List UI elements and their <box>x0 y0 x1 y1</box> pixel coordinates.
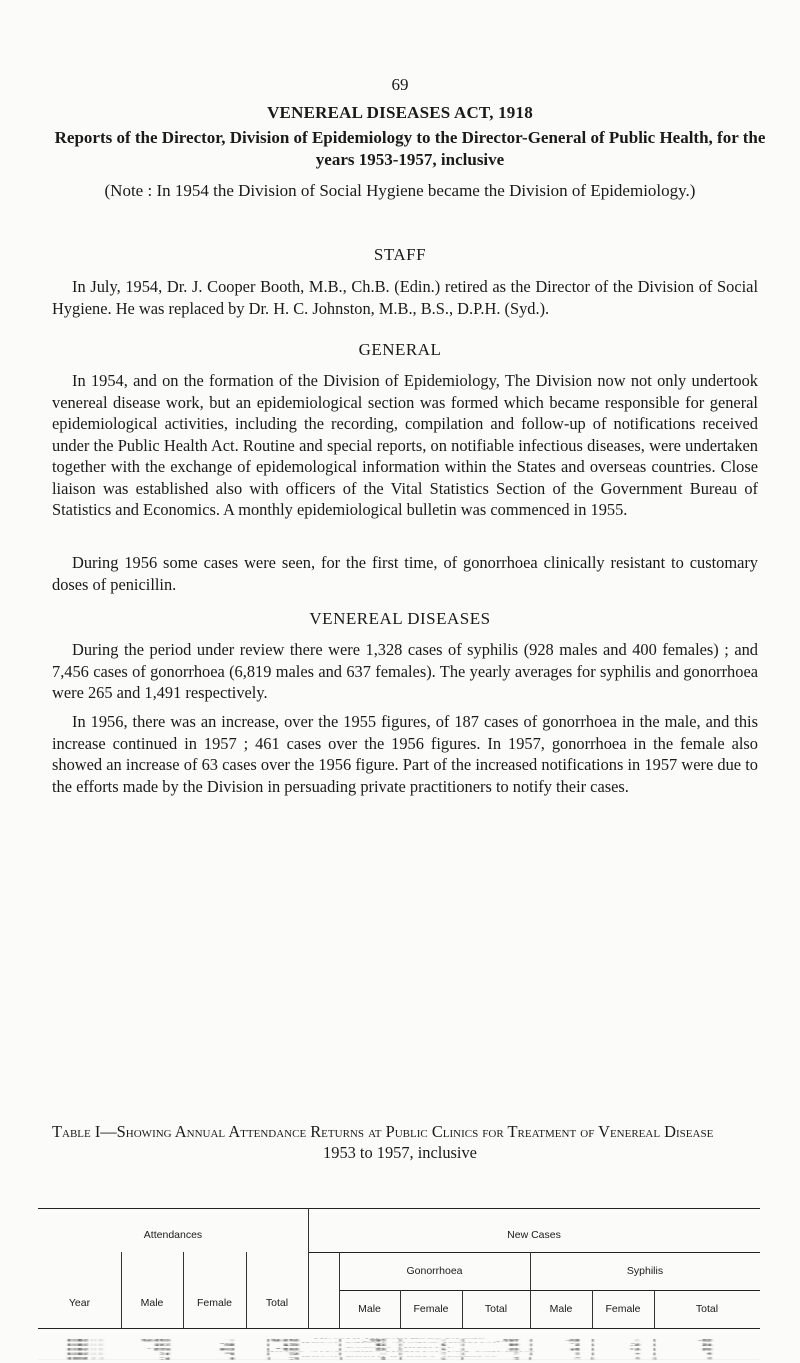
att-female-cell: 140 <box>219 1350 235 1351</box>
general-paragraph-2: During 1956 some cases were seen, for the first time, of gonorrhoea clinically resistant to customary doses of penicillin. <box>52 553 758 594</box>
gon-female-cell: 4 <box>440 1350 446 1351</box>
gonorrhoea-header: Gonorrhoea <box>406 1265 463 1277</box>
syp-total-cell: 39 <box>701 1348 712 1349</box>
syp-male-cell: 25 <box>569 1349 580 1350</box>
gon-male-cell: .. <box>380 1358 386 1359</box>
att-male-cell: 35,519 <box>140 1340 170 1341</box>
gon-total-cell: .. <box>513 1354 519 1356</box>
gon-male-cell: 561 <box>370 1338 386 1340</box>
year-cell: 1956 .. .. <box>67 1354 104 1355</box>
section-header: Royal South Sydney Hospital <box>301 1356 499 1357</box>
venereal-paragraph-2: In 1956, there was an increase, over the 1955 figures, of 187 cases of gonorrhoea in the male, and this increase continued in 1957 ; 461 cases over the 1956 figures. In 1957, gonorrhoea in the female also showed an increase of 63 cases over the 1956 figure. Part of the increased notifications in 1957 were due to the efforts made by the Division in persuading private practitioners to notify their cases. <box>52 712 758 796</box>
syp-total-cell: 77 <box>701 1339 712 1341</box>
att-total-cell: 703 <box>283 1350 299 1351</box>
header-bottom-rule <box>38 1328 760 1329</box>
staff-paragraph: In July, 1954, Dr. J. Cooper Booth, M.B., Ch.B. (Edin.) retired as the Director of the Division of Social Hygiene. He was replaced by Dr. H. C. Johnston, M.B., B.S., D.P.H. (Syd.). <box>52 277 758 318</box>
gon-female-cell: 2 <box>440 1345 446 1346</box>
gon-female-cell: 1 <box>440 1343 446 1345</box>
year-cell: 1955 .. .. <box>67 1353 104 1355</box>
syp-total-cell: 113 <box>696 1340 712 1341</box>
syp-total-cell: 3 <box>706 1357 712 1358</box>
att-male-cell: 703 <box>154 1343 170 1345</box>
syp-female-cell: 4 <box>634 1353 640 1354</box>
syp-female-cell: 10 <box>629 1349 640 1350</box>
gon-female-cell: .. <box>440 1357 446 1358</box>
gonorrhoea-female-header: Female <box>413 1303 449 1315</box>
section-header: Health Department Clinic <box>313 1338 487 1339</box>
syp-male-cell: .. <box>574 1358 580 1359</box>
gon-male-cell: .. <box>380 1353 386 1355</box>
syp-female-cell: 14 <box>629 1348 640 1349</box>
gon-male-cell: 25 <box>375 1345 386 1347</box>
gon-male-cell: 26 <box>375 1343 386 1345</box>
syp-male-cell: 85 <box>569 1341 580 1342</box>
gon-total-cell: .. <box>513 1358 519 1359</box>
new-cases-header: New Cases <box>507 1229 561 1241</box>
att-male-cell: 562 <box>154 1349 170 1351</box>
att-total-cell: 42,775 <box>269 1340 299 1342</box>
att-total-cell: 449 <box>283 1344 299 1346</box>
att-male-cell: 563 <box>154 1350 170 1351</box>
section-header: Royal Prince Alfred Hospital <box>300 1342 500 1344</box>
year-cell: 1955 .. .. <box>67 1340 104 1341</box>
document-subtitle: Reports of the Director, Division of Epidemiology to the Director-General of Public Health, for the years 1953-1957, inclusive <box>54 128 766 169</box>
att-total-cell: 2 <box>293 1358 299 1359</box>
att-total-cell: 25 <box>288 1354 299 1356</box>
syp-female-cell: 6 <box>634 1350 640 1351</box>
syp-male-cell: 4 <box>574 1344 580 1346</box>
syp-male-cell: 2 <box>574 1357 580 1358</box>
gon-total-cell: 724 <box>503 1340 519 1341</box>
att-female-cell: 164 <box>219 1349 235 1351</box>
syp-female-cell: .. <box>634 1358 640 1359</box>
gon-total-cell: 1,124 <box>495 1341 519 1342</box>
venereal-paragraph-1: During the period under review there were 1,328 cases of syphilis (928 males and 400 females) ; and 7,456 cases of gonorrhoea (6,819 males and 637 females). The yearly averages for syphilis and gonorrhoea were 265 and 1,491 respectively. <box>52 640 758 702</box>
gon-female-cell: .. <box>440 1353 446 1355</box>
disease-rule <box>339 1290 760 1291</box>
syp-male-cell: 1 <box>574 1354 580 1356</box>
syp-male-cell: 1 <box>574 1352 580 1354</box>
year-cell: 1956 .. .. <box>67 1345 104 1346</box>
syp-male-cell: 58 <box>569 1338 580 1340</box>
gon-female-cell: .. <box>440 1348 446 1349</box>
syp-total-cell: .. <box>706 1358 712 1359</box>
syp-female-cell: 2 <box>634 1349 640 1351</box>
att-total-cell: 35,519 <box>269 1340 299 1341</box>
syp-female-cell: 5 <box>634 1344 640 1345</box>
table-top-rule <box>38 1208 760 1209</box>
gon-male-cell: .. <box>380 1354 386 1355</box>
att-female-cell: 35 <box>224 1345 235 1347</box>
att-total-cell: 33,159 <box>269 1339 299 1341</box>
syp-female-cell: .. <box>634 1352 640 1354</box>
attendances-header: Attendances <box>143 1229 203 1241</box>
syp-female-cell: .. <box>634 1341 640 1342</box>
att-female-cell: 89 <box>224 1344 235 1345</box>
att-male-cell: 1,288 <box>146 1348 170 1349</box>
syp-total-cell: 1 <box>706 1352 712 1354</box>
female-header: Female <box>196 1297 232 1309</box>
syp-total-cell: 58 <box>701 1338 712 1340</box>
year-cell: 1955 .. .. <box>67 1349 104 1350</box>
att-female-cell: 1 <box>229 1358 235 1359</box>
gon-female-cell: .. <box>440 1340 446 1342</box>
section-header: Royal Alexandra Hospital For Children <box>265 1351 535 1353</box>
att-male-cell: 216 <box>154 1345 170 1347</box>
syp-male-cell: .. <box>574 1353 580 1355</box>
syp-total-cell: 23 <box>701 1345 712 1346</box>
att-male-cell: 14 <box>159 1352 170 1354</box>
syp-female-cell: .. <box>634 1340 640 1341</box>
att-female-cell: 5 <box>229 1354 235 1355</box>
syphilis-male-header: Male <box>549 1303 573 1315</box>
year-cell: 1957 .. .. <box>67 1341 104 1342</box>
year-cell: 1955 .. .. <box>67 1358 104 1359</box>
gon-total-cell: 939 <box>503 1340 519 1342</box>
gon-female-cell: .. <box>440 1354 446 1355</box>
syp-male-cell: 11 <box>570 1349 580 1351</box>
att-female-cell: .. <box>229 1341 235 1342</box>
syp-female-cell: 18 <box>629 1345 640 1346</box>
gon-male-cell: 75 <box>375 1350 386 1351</box>
year-cell: 1957 .. .. <box>67 1354 104 1356</box>
att-total-cell: 928 <box>283 1343 299 1345</box>
gon-male-cell: 4 <box>380 1357 386 1359</box>
syp-total-cell: .. <box>706 1354 712 1355</box>
gon-male-cell: 21 <box>375 1344 386 1345</box>
gon-female-cell: .. <box>440 1339 446 1341</box>
att-male-cell: 1 <box>164 1358 170 1359</box>
gon-total-cell: 3 <box>513 1352 519 1354</box>
gon-male-cell: 45 <box>375 1348 386 1350</box>
year-divider <box>121 1252 122 1328</box>
gon-male-cell: 24 <box>375 1344 386 1346</box>
att-total-cell: 53 <box>288 1352 299 1354</box>
new-cases-left-divider <box>339 1252 340 1328</box>
att-male-cell: 806 <box>154 1348 170 1350</box>
att-female-cell: .... <box>224 1338 235 1340</box>
syp-total-cell: 24 <box>701 1343 712 1345</box>
year-header: Year <box>68 1297 91 1309</box>
gon-female-cell: 3 <box>440 1345 446 1347</box>
gon-total-cell: 5 <box>513 1357 519 1358</box>
gon-male-cell: 670 <box>370 1339 386 1341</box>
gon-female-cell: .. <box>440 1340 446 1341</box>
gon-male-cell: .. <box>380 1352 386 1354</box>
syphilis-female-header: Female <box>605 1303 641 1315</box>
att-total-cell: 543 <box>283 1344 299 1345</box>
general-heading: GENERAL <box>358 340 442 359</box>
attendances-divider <box>308 1208 309 1328</box>
syp-total-cell: 19 <box>701 1350 712 1351</box>
att-male-cell: 1 <box>164 1353 170 1355</box>
gon-total-cell: 4 <box>513 1357 519 1359</box>
syp-male-cell: 77 <box>569 1339 580 1341</box>
att-female-cell: 39 <box>224 1352 235 1354</box>
att-male-cell: 33,159 <box>140 1339 170 1341</box>
gon-male-cell: 64 <box>375 1349 386 1350</box>
att-male-cell: 174 <box>154 1345 170 1346</box>
att-female-cell: .. <box>229 1340 235 1342</box>
syp-total-cell: 1 <box>706 1354 712 1356</box>
att-male-cell: 42,775 <box>140 1340 170 1342</box>
att-female-cell: 66 <box>224 1345 235 1346</box>
gon-male-cell: 939 <box>370 1340 386 1342</box>
att-total-cell: 240 <box>283 1345 299 1346</box>
new-cases-rule <box>308 1252 760 1253</box>
syp-female-cell: .. <box>634 1340 640 1342</box>
year-cell: 1953 .. .. <box>67 1338 104 1340</box>
year-cell: 1954 .. .. <box>67 1348 104 1350</box>
att-male-cell: 34,716 <box>140 1338 170 1340</box>
gon-female-cell: 1 <box>440 1348 446 1350</box>
att-total-cell: 45,749 <box>269 1341 299 1342</box>
syp-female-cell: .. <box>634 1357 640 1359</box>
syp-female-cell: .. <box>634 1354 640 1355</box>
male-divider <box>183 1252 184 1328</box>
gon-female-cell: 1 <box>440 1349 446 1351</box>
staff-heading: STAFF <box>373 245 427 264</box>
gon-total-cell: 24 <box>508 1345 519 1346</box>
syp-total-cell: .. <box>706 1357 712 1359</box>
gon-female-cell: 3 <box>440 1352 446 1354</box>
syp-female-cell: 11 <box>630 1343 640 1345</box>
gonorrhoea-total-header: Total <box>484 1303 508 1315</box>
att-total-cell: 6 <box>293 1354 299 1355</box>
syp-male-cell: 89 <box>569 1340 580 1342</box>
gon-total-cell: 25 <box>508 1344 519 1346</box>
gon-total-cell: 561 <box>503 1338 519 1340</box>
syp-total-cell: 5 <box>706 1353 712 1354</box>
gon-male-cell: 72 <box>375 1349 386 1351</box>
att-total-cell: .. <box>293 1357 299 1359</box>
syp-male-cell: 1 <box>574 1353 580 1354</box>
syphilis-header: Syphilis <box>626 1265 664 1277</box>
year-cell: 1954 .. .. <box>67 1357 104 1359</box>
syp-female-cell: .. <box>634 1354 640 1356</box>
venereal-diseases-heading: VENEREAL DISEASES <box>309 609 491 628</box>
syp-total-cell: 16 <box>701 1348 712 1350</box>
att-male-cell: 21 <box>159 1354 170 1356</box>
gon-female-cell: .. <box>440 1358 446 1359</box>
att-total-cell: 37 <box>288 1353 299 1354</box>
syp-total-cell: 12 <box>701 1345 712 1347</box>
syp-female-cell: .. <box>634 1338 640 1340</box>
att-male-cell: 1 <box>164 1354 170 1355</box>
syp-total-cell: 13 <box>701 1349 712 1351</box>
gon-male-cell: 1,124 <box>362 1341 386 1342</box>
att-male-cell: 454 <box>154 1344 170 1345</box>
gon-total-cell: 27 <box>508 1343 519 1345</box>
gon-male-cell: .. <box>380 1353 386 1354</box>
att-total-cell: 726 <box>283 1349 299 1351</box>
att-female-cell: 225 <box>219 1343 235 1345</box>
syp-total-cell: 11 <box>702 1344 712 1346</box>
att-male-cell: 643 <box>154 1349 170 1350</box>
att-male-cell: .. <box>164 1357 170 1359</box>
gon-male-cell: 57 <box>375 1348 386 1349</box>
syp-total-cell: 11 <box>702 1344 712 1345</box>
syp-male-cell: 9 <box>574 1348 580 1350</box>
gon-female-cell: .. <box>440 1354 446 1356</box>
year-cell: 1956 .. .. <box>67 1349 104 1351</box>
year-cell: 1957 .. .. <box>67 1350 104 1351</box>
year-cell: 1955 .. .. <box>67 1344 104 1346</box>
gon-male-cell: 22 <box>375 1345 386 1346</box>
att-female-cell: 26 <box>224 1353 235 1354</box>
syp-female-cell: 7 <box>634 1344 640 1346</box>
gon-total-cell: .. <box>513 1353 519 1355</box>
att-total-cell: 35 <box>288 1357 299 1358</box>
syp-male-cell: 25 <box>569 1348 580 1349</box>
gon-total-cell: 79 <box>508 1350 519 1351</box>
att-male-cell: 45,749 <box>140 1341 170 1342</box>
att-female-cell: 404 <box>219 1348 235 1350</box>
gon-female-cell: 1 <box>440 1344 446 1345</box>
gon-female-cell: .. <box>440 1353 446 1354</box>
syp-male-cell: .. <box>574 1357 580 1359</box>
syp-male-cell: 6 <box>574 1344 580 1345</box>
gon-total-cell: 73 <box>508 1349 519 1351</box>
att-female-cell: 1 <box>229 1357 235 1358</box>
year-cell: 1954 .. .. <box>67 1339 104 1341</box>
syp-female-cell: 5 <box>634 1345 640 1347</box>
year-cell: 1953 .. .. <box>67 1343 104 1345</box>
gonorrhoea-divider <box>530 1252 531 1328</box>
gon-male-cell: 5 <box>380 1357 386 1358</box>
gon-total-cell: .. <box>513 1353 519 1354</box>
syp-male-cell: 13 <box>569 1350 580 1351</box>
syp-male-cell: .. <box>574 1354 580 1355</box>
syp-total-cell: 85 <box>701 1341 712 1342</box>
gon-female-cell: .. <box>440 1341 446 1342</box>
att-female-cell: 6 <box>229 1353 235 1355</box>
syp-female-cell: 1 <box>634 1357 640 1358</box>
syp-male-cell: 5 <box>574 1345 580 1346</box>
gon-total-cell: 22 <box>508 1344 519 1345</box>
gon-male-cell: 724 <box>370 1340 386 1341</box>
gon-total-cell: 67 <box>508 1349 519 1350</box>
year-cell: 1953 .. .. <box>67 1357 104 1358</box>
att-total-cell: 1,210 <box>275 1348 299 1350</box>
syp-total-cell: 89 <box>701 1340 712 1342</box>
syp-female-cell: 7 <box>634 1348 640 1350</box>
table-caption-line-1: Table I—Showing Annual Attendance Returns at Public Clinics for Treatment of Venereal Disease <box>52 1122 714 1141</box>
att-male-cell: 11 <box>160 1353 170 1354</box>
gon-total-cell: 46 <box>508 1348 519 1350</box>
table-caption <box>52 1121 762 1143</box>
table-caption-line-2: 1953 to 1957, inclusive <box>323 1143 477 1162</box>
syp-male-cell: 7 <box>574 1345 580 1347</box>
year-cell: 1953 .. .. <box>67 1348 104 1349</box>
att-female-cell: .. <box>229 1339 235 1341</box>
syp-total-cell: 35 <box>701 1349 712 1350</box>
gon-total-cell: 28 <box>508 1345 519 1347</box>
syp-female-cell: 2 <box>634 1353 640 1355</box>
syphilis-total-header: Total <box>695 1303 719 1315</box>
gonorrhoea-male-header: Male <box>358 1303 381 1315</box>
total-header: Total <box>265 1297 289 1309</box>
year-cell: 1957 .. .. <box>67 1345 104 1347</box>
male-header: Male <box>140 1297 164 1309</box>
att-total-cell: 34,717 <box>269 1338 299 1340</box>
year-cell: 1954 .. .. <box>67 1344 104 1345</box>
att-total-cell: 1,881 <box>275 1348 299 1349</box>
att-total-cell: 251 <box>283 1345 299 1347</box>
year-cell: 1954 .. .. <box>67 1353 104 1354</box>
gon-female-cell: 3 <box>440 1349 446 1350</box>
syp-male-cell: 13 <box>569 1343 580 1345</box>
gon-female-cell: 1 <box>440 1344 446 1346</box>
gon-male-cell: .. <box>380 1354 386 1356</box>
att-total-cell: 7 <box>293 1353 299 1355</box>
att-female-cell: 250 <box>219 1349 235 1350</box>
syp-female-cell: .. <box>634 1339 640 1341</box>
att-male-cell: 34 <box>159 1357 170 1358</box>
att-female-cell: .. <box>229 1357 235 1359</box>
att-male-cell: 374 <box>154 1344 170 1346</box>
syp-male-cell: 113 <box>564 1340 580 1341</box>
document-note: (Note : In 1954 the Division of Social Hygiene became the Division of Epidemiology.) <box>104 181 696 200</box>
att-female-cell: 593 <box>219 1348 235 1349</box>
gon-total-cell: 670 <box>503 1339 519 1341</box>
att-female-cell: 4 <box>229 1354 235 1356</box>
gon-total-cell: 57 <box>508 1348 519 1349</box>
syp-total-cell: 2 <box>706 1353 712 1355</box>
att-female-cell: 75 <box>224 1344 235 1346</box>
female-divider <box>246 1252 247 1328</box>
gon-total-cell: .. <box>513 1354 519 1355</box>
gon-female-cell: .. <box>440 1357 446 1359</box>
year-cell: 1953 .. .. <box>67 1352 104 1354</box>
year-cell: 1956 .. .. <box>67 1340 104 1342</box>
section-header: Sydney Hospital <box>345 1347 455 1348</box>
page-number: 69 <box>391 75 409 94</box>
att-female-cell: .. <box>229 1340 235 1341</box>
general-paragraph-1: In 1954, and on the formation of the Division of Epidemiology, The Division now not only undertook venereal disease work, but an epidemiological section was formed which became responsible for general epidemiological activities, including the recording, compilation and follow-up of notifications received under the Public Health Act. Routine and special reports, on notifiable infectious diseases, were undertaken together with the exchange of epidemological information within the States and overseas countries. Close liaison was established also with officers of the Vital Statistics Section of the Government Bureau of Statistics and Economics. A monthly epidemiological bulletin was commenced in 1955. <box>52 371 758 519</box>
att-total-cell: 893 <box>283 1349 299 1350</box>
gon-female-cell: .... <box>435 1338 446 1340</box>
document-title: VENEREAL DISEASES ACT, 1918 <box>267 103 533 122</box>
